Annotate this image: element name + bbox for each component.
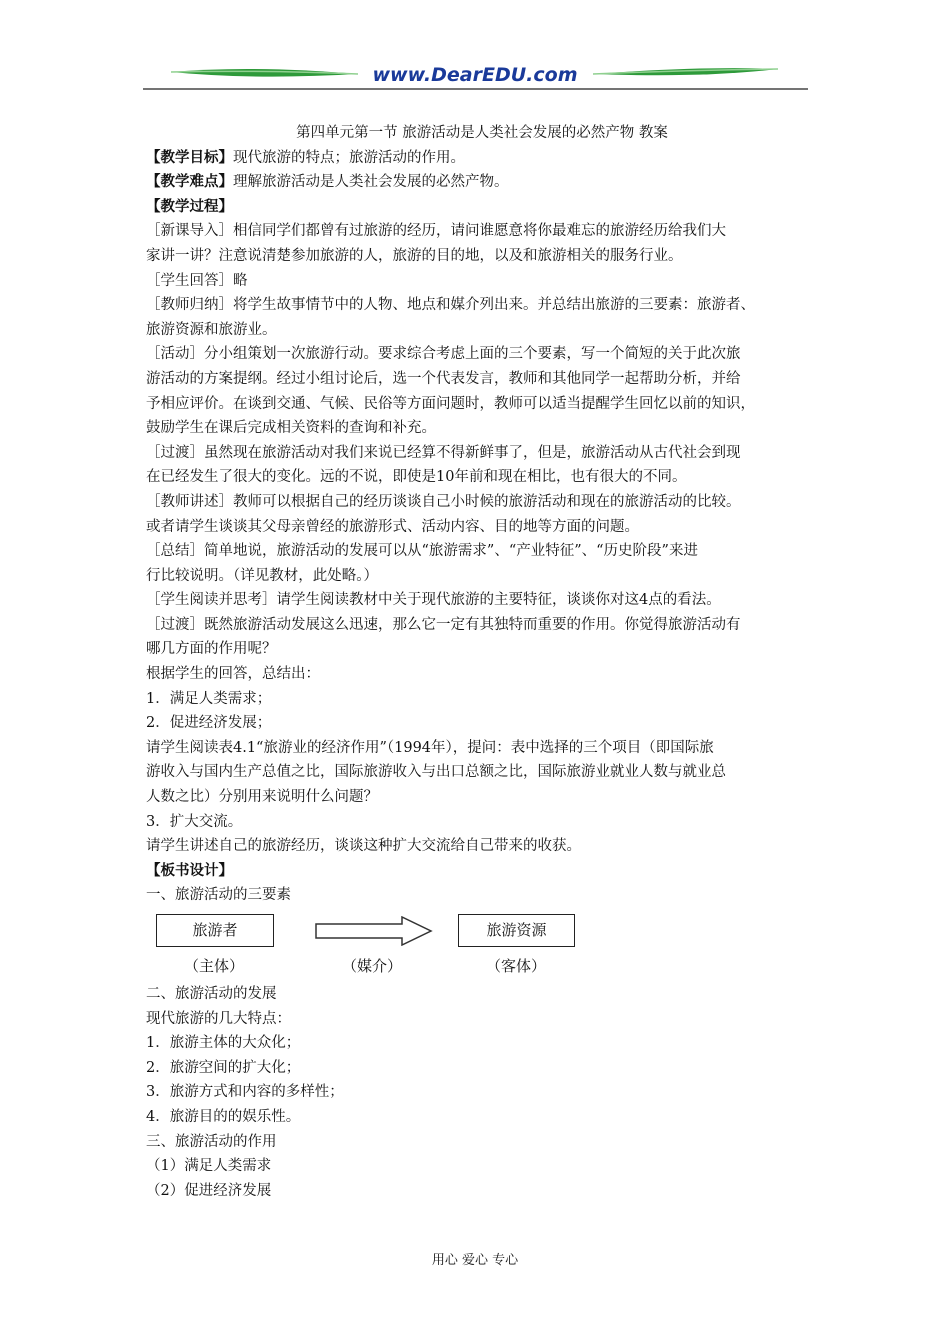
- list-item: （1）满足人类需求: [146, 1158, 272, 1175]
- three-elements-diagram: [146, 910, 818, 980]
- paragraph-line: ［过渡］虽然现在旅游活动对我们来说已经算不得新鲜事了，但是，旅游活动从古代社会到现: [146, 444, 741, 461]
- board-design-label: 【板书设计】: [146, 861, 233, 879]
- list-item: 1．旅游主体的大众化；: [146, 1035, 301, 1052]
- paragraph-line: ［教师归纳］将学生故事情节中的人物、地点和媒介列出来。并总结出旅游的三要素：旅游者、: [146, 297, 755, 314]
- site-logo-text: www.DearEDU.com: [372, 64, 578, 86]
- objective-line: [146, 146, 818, 171]
- list-item: （2）促进经济发展: [146, 1182, 272, 1199]
- paragraph-line: 予相应评价。在谈到交通、气候、民俗等方面问题时，教师可以适当提醒学生回忆以前的知识，: [146, 395, 755, 412]
- paragraph-line: 旅游资源和旅游业。: [146, 321, 277, 338]
- paragraph-line: 在已经发生了很大的变化。远的不说，即使是10年前和现在相比，也有很大的不同。: [146, 469, 687, 486]
- list-item: 2．旅游空间的扩大化；: [146, 1059, 301, 1076]
- paragraph-line: 请学生讲述自己的旅游经历，谈谈这种扩大交流给自己带来的收获。: [146, 838, 581, 855]
- paragraph-line: 游收入与国内生产总值之比，国际旅游收入与出口总额之比，国际旅游业就业人数与就业总: [146, 764, 726, 781]
- process-label: 【教学过程】: [146, 197, 233, 215]
- difficulty-text: 理解旅游活动是人类社会发展的必然产物。: [233, 174, 509, 191]
- paragraph-line: 请学生阅读表4.1“旅游业的经济作用”（1994年），提问：表中选择的三个项目（即国际旅: [146, 739, 714, 756]
- document-title: 第四单元第一节 旅游活动是人类社会发展的必然产物 教案: [296, 125, 668, 141]
- paragraph-line: 游活动的方案提纲。经过小组讨论后，选一个代表发言，教师和其他同学一起帮助分析，并给: [146, 370, 741, 387]
- resource-box-label: 旅游资源: [486, 921, 547, 940]
- subject-caption: （主体）: [183, 957, 244, 975]
- tourist-box: [156, 914, 274, 947]
- section-heading: 三、旅游活动的作用: [146, 1133, 277, 1150]
- list-item: 4．旅游目的的娱乐性。: [146, 1108, 301, 1125]
- paragraph-line: ［学生阅读并思考］请学生阅读教材中关于现代旅游的主要特征，谈谈你对这4点的看法。: [146, 592, 721, 609]
- paragraph-line: ［学生回答］略: [146, 272, 248, 289]
- object-caption: （客体）: [485, 957, 546, 975]
- section-heading: 二、旅游活动的发展: [146, 986, 277, 1002]
- paragraph-line: ［新课导入］相信同学们都曾有过旅游的经历，请问谁愿意将你最难忘的旅游经历给我们大: [146, 223, 726, 240]
- objective-text: 现代旅游的特点；旅游活动的作用。: [233, 149, 465, 166]
- paragraph-line: ［教师讲述］教师可以根据自己的经历谈谈自己小时候的旅游活动和现在的旅游活动的比较。: [146, 493, 741, 510]
- list-item: 1．满足人类需求；: [146, 690, 272, 707]
- paragraph-line: ［过渡］既然旅游活动发展这么迅速，那么它一定有其独特而重要的作用。你觉得旅游活动有: [146, 616, 741, 633]
- lesson-plan: [146, 121, 818, 1203]
- list-item: 3．旅游方式和内容的多样性；: [146, 1084, 344, 1101]
- tourist-box-label: 旅游者: [192, 921, 238, 940]
- list-item: 3．扩大交流。: [146, 813, 243, 830]
- paragraph-line: ［活动］分小组策划一次旅游行动。要求综合考虑上面的三个要素，写一个简短的关于此次旅: [146, 346, 741, 363]
- paragraph-line: 人数之比）分别用来说明什么问题？: [146, 789, 378, 806]
- deardu-logo-banner: [143, 58, 808, 94]
- objective-label: 【教学目标】: [146, 148, 233, 166]
- difficulty-label: 【教学难点】: [146, 173, 233, 191]
- section-heading: 一、旅游活动的三要素: [146, 887, 291, 904]
- paragraph-line: 鼓励学生在课后完成相关资料的查询和补充。: [146, 420, 436, 437]
- paragraph-line: 家讲一讲？注意说清楚参加旅游的人，旅游的目的地，以及和旅游相关的服务行业。: [146, 247, 683, 264]
- difficulty-line: [146, 170, 818, 195]
- paragraph-line: ［总结］简单地说，旅游活动的发展可以从“旅游需求”、“产业特征”、“历史阶段”来进: [146, 543, 698, 560]
- medium-caption: （媒介）: [341, 957, 402, 975]
- right-arrow-icon: [314, 916, 434, 946]
- paragraph-line: 现代旅游的几大特点：: [146, 1010, 291, 1027]
- site-header: [143, 58, 808, 94]
- resource-box: [458, 914, 575, 947]
- paragraph-line: 或者请学生谈谈其父母亲曾经的旅游形式、活动内容、目的地等方面的问题。: [146, 518, 639, 535]
- paragraph-line: 根据学生的回答，总结出：: [146, 666, 320, 683]
- list-item: 2．促进经济发展；: [146, 715, 272, 732]
- page-footer: 用心 爱心 专心: [431, 1253, 519, 1268]
- paragraph-line: 行比较说明。（详见教材，此处略。）: [146, 567, 378, 584]
- paragraph-line: 哪几方面的作用呢？: [146, 641, 277, 658]
